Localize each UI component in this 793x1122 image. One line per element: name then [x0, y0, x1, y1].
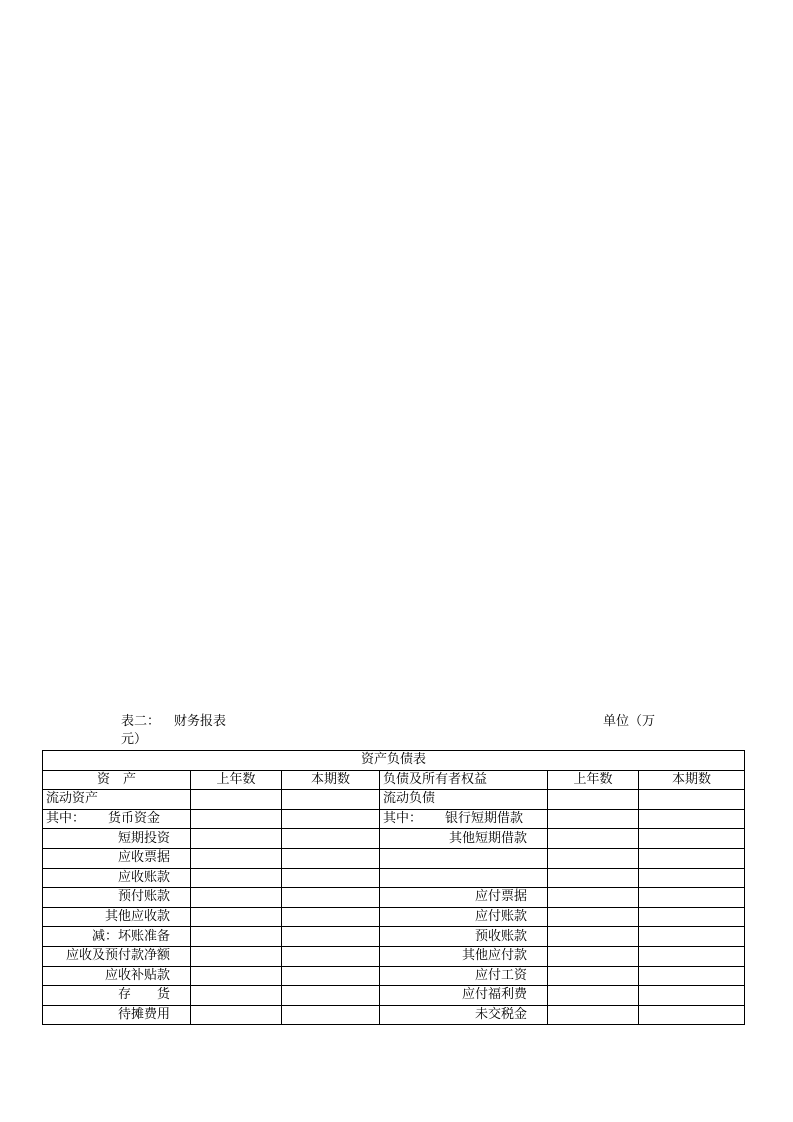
table-row [43, 1005, 745, 1025]
liability-current-cell [639, 790, 745, 810]
table-row [43, 946, 745, 966]
liability-current-cell [639, 907, 745, 927]
liability-prev-year-cell [548, 1005, 639, 1025]
asset-prev-year-cell [191, 888, 282, 908]
liability-item: 预收账款 [380, 927, 548, 947]
asset-prev-year-cell [191, 790, 282, 810]
liability-item [380, 868, 548, 888]
asset-current-cell [282, 829, 380, 849]
asset-current-cell [282, 809, 380, 829]
liability-item [380, 809, 548, 829]
table-row [43, 888, 745, 908]
liability-prev-year-cell [548, 829, 639, 849]
header-prev-year-right: 上年数 [548, 770, 639, 790]
asset-item: 预付账款 [43, 888, 191, 908]
liability-current-cell [639, 848, 745, 868]
liability-item: 流动负债 [380, 790, 548, 810]
table-header-row [43, 770, 745, 790]
asset-current-cell [282, 790, 380, 810]
table-title: 资产负债表 [43, 751, 745, 771]
liability-current-cell [639, 946, 745, 966]
asset-current-cell [282, 966, 380, 986]
asset-item: 其他应收款 [43, 907, 191, 927]
liability-current-cell [639, 1005, 745, 1025]
header-prev-year-left: 上年数 [191, 770, 282, 790]
asset-item: 减：坏账准备 [43, 927, 191, 947]
asset-item: 流动资产 [43, 790, 191, 810]
asset-item: 应收及预付款净额 [43, 946, 191, 966]
asset-prev-year-cell [191, 868, 282, 888]
table-row [43, 848, 745, 868]
asset-item: 应收补贴款 [43, 966, 191, 986]
liability-prev-year-cell [548, 848, 639, 868]
table-number: 表二： [121, 714, 161, 729]
liability-item [380, 848, 548, 868]
asset-current-cell [282, 868, 380, 888]
asset-prev-year-cell [191, 809, 282, 829]
asset-prev-year-cell [191, 927, 282, 947]
header-current-left: 本期数 [282, 770, 380, 790]
liability-current-cell [639, 927, 745, 947]
table-caption-title: 财务报表 [174, 714, 227, 729]
liability-current-cell [639, 986, 745, 1006]
liability-prev-year-cell [548, 927, 639, 947]
asset-item: 应收票据 [43, 848, 191, 868]
liability-label: 银行短期借款 [445, 811, 524, 827]
asset-item: 应收账款 [43, 868, 191, 888]
liability-prev-year-cell [548, 888, 639, 908]
asset-current-cell [282, 986, 380, 1006]
table-row [43, 986, 745, 1006]
header-assets: 资 产 [43, 770, 191, 790]
table-row [43, 868, 745, 888]
asset-current-cell [282, 848, 380, 868]
asset-item: 短期投资 [43, 829, 191, 849]
asset-prev-year-cell [191, 966, 282, 986]
header-liabilities: 负债及所有者权益 [380, 770, 548, 790]
liability-item: 应付票据 [380, 888, 548, 908]
asset-item [43, 809, 191, 829]
asset-prev-year-cell [191, 907, 282, 927]
table-row [43, 790, 745, 810]
table-row [43, 809, 745, 829]
asset-item: 待摊费用 [43, 1005, 191, 1025]
liability-prev-year-cell [548, 946, 639, 966]
asset-prev-year-cell [191, 829, 282, 849]
asset-prev-year-cell [191, 848, 282, 868]
liability-current-cell [639, 868, 745, 888]
liability-current-cell [639, 829, 745, 849]
liability-prev-year-cell [548, 868, 639, 888]
asset-prev-year-cell [191, 1005, 282, 1025]
unit-label-continued: 元） [121, 732, 148, 747]
liability-item: 应付工资 [380, 966, 548, 986]
liability-item: 未交税金 [380, 1005, 548, 1025]
asset-prev-year-cell [191, 946, 282, 966]
asset-current-cell [282, 907, 380, 927]
asset-current-cell [282, 946, 380, 966]
balance-sheet-table [42, 750, 745, 1025]
liability-prev-year-cell [548, 907, 639, 927]
liability-current-cell [639, 966, 745, 986]
liability-item: 其他短期借款 [380, 829, 548, 849]
asset-prefix: 其中： [46, 811, 86, 827]
liability-prev-year-cell [548, 809, 639, 829]
table-row [43, 927, 745, 947]
table-row [43, 966, 745, 986]
table-row [43, 829, 745, 849]
liability-prev-year-cell [548, 966, 639, 986]
unit-label: 单位（万 [603, 714, 656, 729]
liability-current-cell [639, 888, 745, 908]
asset-prev-year-cell [191, 986, 282, 1006]
liability-item: 应付账款 [380, 907, 548, 927]
table-row [43, 907, 745, 927]
liability-prefix: 其中： [383, 811, 423, 827]
table-title-row [43, 751, 745, 771]
asset-current-cell [282, 927, 380, 947]
asset-label: 货币资金 [108, 811, 161, 827]
liability-item: 应付福利费 [380, 986, 548, 1006]
asset-current-cell [282, 1005, 380, 1025]
asset-current-cell [282, 888, 380, 908]
table-caption [121, 713, 226, 730]
liability-prev-year-cell [548, 986, 639, 1006]
liability-prev-year-cell [548, 790, 639, 810]
asset-item: 存 货 [43, 986, 191, 1006]
liability-current-cell [639, 809, 745, 829]
liability-item: 其他应付款 [380, 946, 548, 966]
header-current-right: 本期数 [639, 770, 745, 790]
